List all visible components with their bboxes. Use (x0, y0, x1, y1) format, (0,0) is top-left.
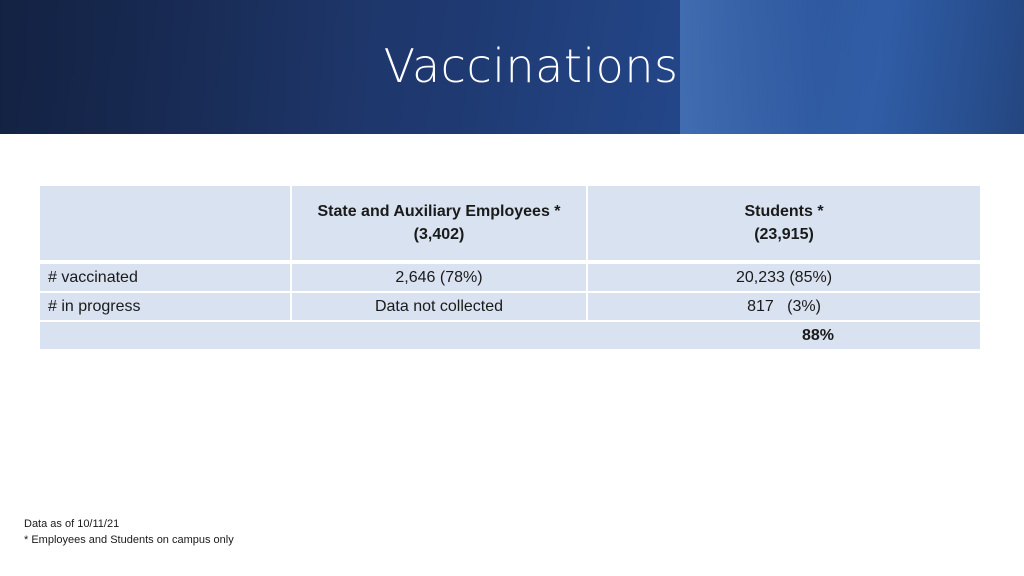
header-empty-cell (39, 185, 291, 262)
row-label-in-progress: # in progress (39, 292, 291, 321)
cell-total-percent: 88% (39, 321, 981, 350)
slide-header-banner (0, 0, 1024, 134)
footnote (24, 516, 234, 548)
cell-students-vaccinated: 20,233 (85%) (587, 262, 981, 292)
row-label-vaccinated: # vaccinated (39, 262, 291, 292)
table-row (39, 262, 981, 292)
header-employees-count: (3,402) (413, 226, 465, 243)
vaccination-table (38, 184, 982, 351)
table-header-row (39, 185, 981, 262)
table-row (39, 292, 981, 321)
cell-employees-in-progress: Data not collected (291, 292, 587, 321)
cell-students-in-progress: 817 (3%) (587, 292, 981, 321)
header-students-title: Students * (744, 203, 824, 220)
table-total-row (39, 321, 981, 350)
header-students-count: (23,915) (754, 226, 814, 243)
header-students (587, 185, 981, 262)
footnote-note: * Employees and Students on campus only (24, 534, 234, 546)
header-employees (291, 185, 587, 262)
header-employees-title: State and Auxiliary Employees * (317, 203, 561, 220)
cell-employees-vaccinated: 2,646 (78%) (291, 262, 587, 292)
footnote-date: Data as of 10/11/21 (24, 518, 120, 530)
slide-title: Vaccinations (383, 39, 679, 93)
